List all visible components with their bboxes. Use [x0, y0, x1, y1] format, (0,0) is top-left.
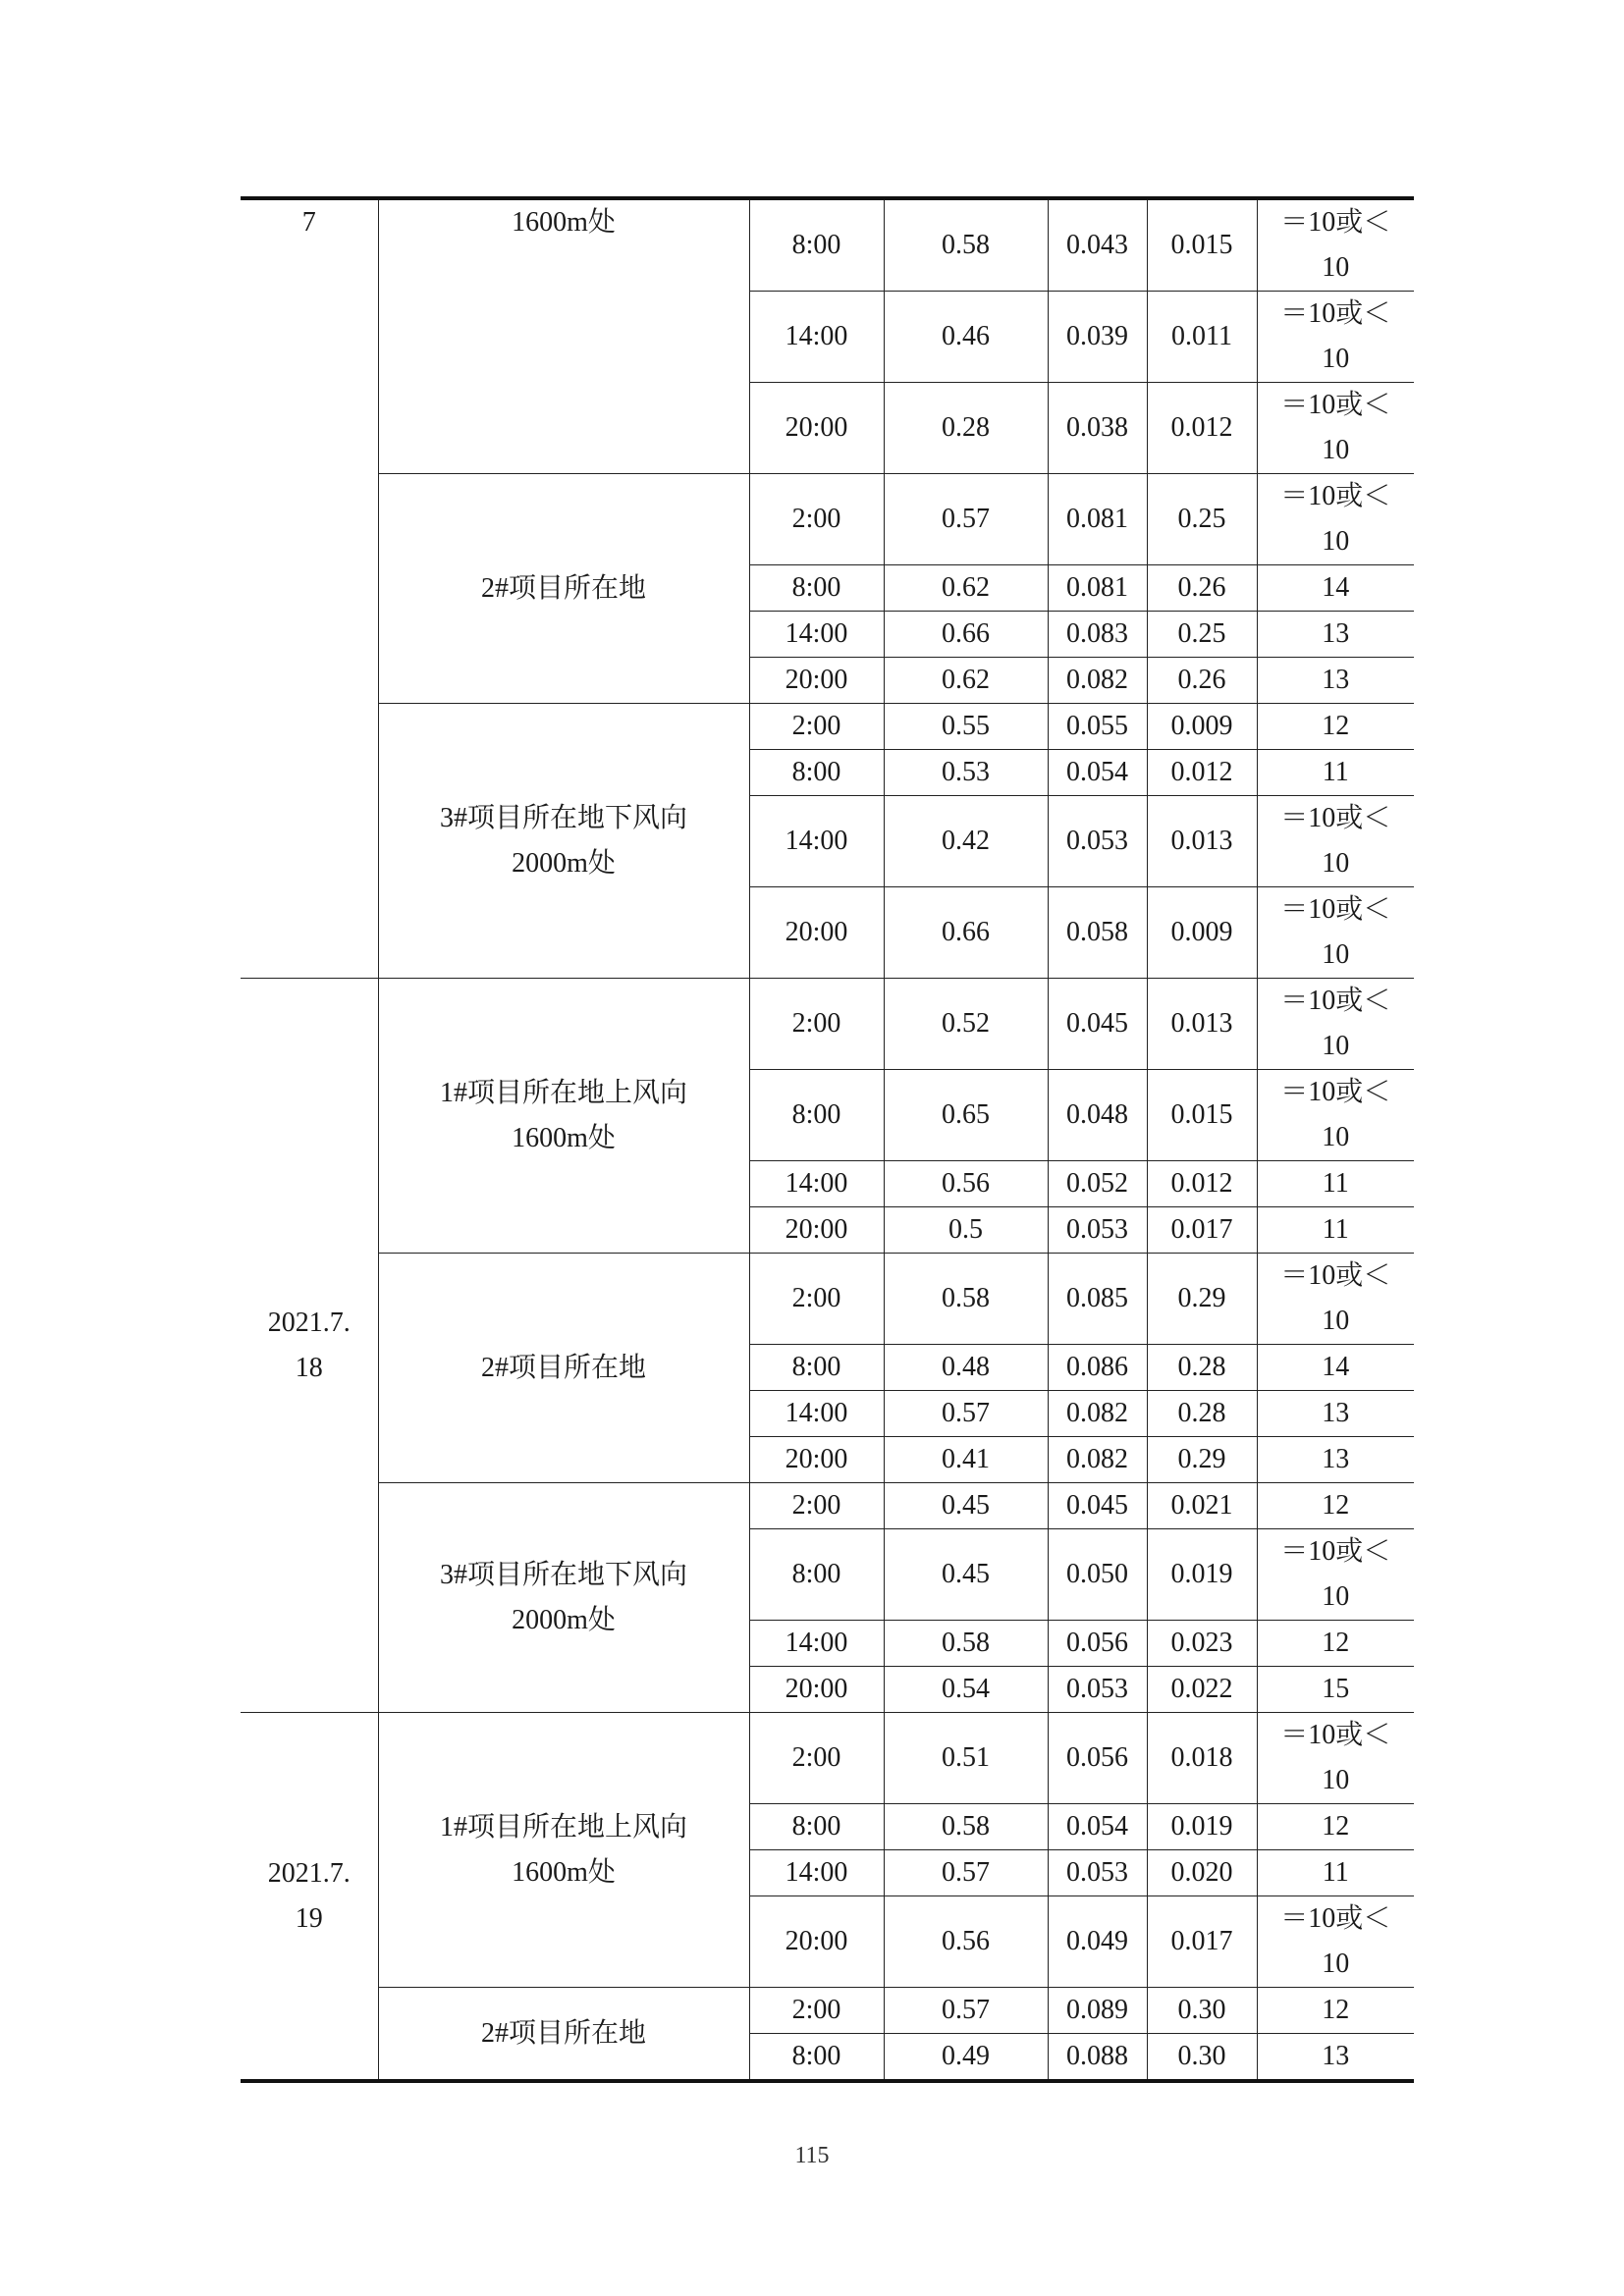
monitoring-data-table — [241, 196, 1414, 2083]
value-cell: 0.25 — [1147, 612, 1257, 658]
time-cell: 8:00 — [749, 750, 884, 796]
value-cell: 13 — [1257, 2034, 1414, 2082]
time-cell: 8:00 — [749, 198, 884, 292]
time-cell: 20:00 — [749, 1896, 884, 1988]
time-cell: 2:00 — [749, 1483, 884, 1529]
value-cell: 0.45 — [884, 1529, 1048, 1621]
value-cell: 0.021 — [1147, 1483, 1257, 1529]
value-cell: ＝10或＜10 — [1257, 1254, 1414, 1345]
value-cell: 0.57 — [884, 1988, 1048, 2034]
value-cell: 0.57 — [884, 1850, 1048, 1896]
value-cell: 0.053 — [1048, 1207, 1147, 1254]
time-cell: 2:00 — [749, 1713, 884, 1804]
value-cell: ＝10或＜10 — [1257, 1529, 1414, 1621]
time-cell: 14:00 — [749, 292, 884, 383]
value-cell: 0.58 — [884, 198, 1048, 292]
time-cell: 20:00 — [749, 1667, 884, 1713]
time-cell: 8:00 — [749, 2034, 884, 2082]
value-cell: 0.038 — [1048, 383, 1147, 474]
value-cell: 0.28 — [1147, 1391, 1257, 1437]
date-cell: 7 — [241, 198, 378, 979]
value-cell: 0.056 — [1048, 1621, 1147, 1667]
value-cell: ＝10或＜10 — [1257, 887, 1414, 979]
value-cell: 0.56 — [884, 1896, 1048, 1988]
time-cell: 14:00 — [749, 1621, 884, 1667]
value-cell: 0.62 — [884, 565, 1048, 612]
table-row — [241, 1254, 1414, 1345]
time-cell: 20:00 — [749, 658, 884, 704]
value-cell: 0.29 — [1147, 1254, 1257, 1345]
time-cell: 14:00 — [749, 612, 884, 658]
location-cell: 1#项目所在地上风向1600m处 — [378, 1713, 749, 1988]
value-cell: 0.039 — [1048, 292, 1147, 383]
value-cell: 0.052 — [1048, 1161, 1147, 1207]
time-cell: 14:00 — [749, 1391, 884, 1437]
time-cell: 8:00 — [749, 1529, 884, 1621]
value-cell: 15 — [1257, 1667, 1414, 1713]
value-cell: 0.45 — [884, 1483, 1048, 1529]
time-cell: 2:00 — [749, 704, 884, 750]
value-cell: 0.46 — [884, 292, 1048, 383]
value-cell: 0.013 — [1147, 979, 1257, 1070]
value-cell: 0.085 — [1048, 1254, 1147, 1345]
value-cell: 0.29 — [1147, 1437, 1257, 1483]
value-cell: 0.012 — [1147, 750, 1257, 796]
value-cell: 0.009 — [1147, 704, 1257, 750]
value-cell: 0.5 — [884, 1207, 1048, 1254]
value-cell: 0.056 — [1048, 1713, 1147, 1804]
location-cell: 2#项目所在地 — [378, 1988, 749, 2082]
value-cell: 0.53 — [884, 750, 1048, 796]
value-cell: 0.020 — [1147, 1850, 1257, 1896]
value-cell: 0.023 — [1147, 1621, 1257, 1667]
value-cell: 0.41 — [884, 1437, 1048, 1483]
value-cell: 13 — [1257, 612, 1414, 658]
value-cell: 0.58 — [884, 1804, 1048, 1850]
value-cell: 0.51 — [884, 1713, 1048, 1804]
value-cell: 11 — [1257, 1850, 1414, 1896]
time-cell: 8:00 — [749, 1070, 884, 1161]
time-cell: 14:00 — [749, 796, 884, 887]
value-cell: 0.013 — [1147, 796, 1257, 887]
value-cell: 12 — [1257, 1621, 1414, 1667]
value-cell: ＝10或＜10 — [1257, 979, 1414, 1070]
location-cell: 1#项目所在地上风向1600m处 — [378, 979, 749, 1254]
value-cell: 0.053 — [1048, 1667, 1147, 1713]
page-number: 115 — [794, 2143, 830, 2168]
value-cell: 0.58 — [884, 1621, 1048, 1667]
value-cell: ＝10或＜10 — [1257, 1896, 1414, 1988]
location-cell: 3#项目所在地下风向2000m处 — [378, 1483, 749, 1713]
value-cell: 12 — [1257, 1804, 1414, 1850]
time-cell: 14:00 — [749, 1850, 884, 1896]
value-cell: 11 — [1257, 1161, 1414, 1207]
value-cell: 0.082 — [1048, 1391, 1147, 1437]
value-cell: 0.26 — [1147, 565, 1257, 612]
location-cell: 1600m处 — [378, 198, 749, 474]
value-cell: 0.62 — [884, 658, 1048, 704]
value-cell: 0.048 — [1048, 1070, 1147, 1161]
time-cell: 2:00 — [749, 474, 884, 565]
value-cell: 0.012 — [1147, 383, 1257, 474]
value-cell: 0.57 — [884, 474, 1048, 565]
time-cell: 14:00 — [749, 1161, 884, 1207]
time-cell: 20:00 — [749, 383, 884, 474]
value-cell: 0.019 — [1147, 1804, 1257, 1850]
value-cell: 0.045 — [1048, 979, 1147, 1070]
value-cell: 0.015 — [1147, 1070, 1257, 1161]
value-cell: 0.48 — [884, 1345, 1048, 1391]
value-cell: 0.017 — [1147, 1896, 1257, 1988]
value-cell: 13 — [1257, 1391, 1414, 1437]
value-cell: 0.017 — [1147, 1207, 1257, 1254]
value-cell: 14 — [1257, 1345, 1414, 1391]
value-cell: 0.082 — [1048, 1437, 1147, 1483]
value-cell: 0.011 — [1147, 292, 1257, 383]
time-cell: 20:00 — [749, 1207, 884, 1254]
value-cell: 0.081 — [1048, 474, 1147, 565]
value-cell: 0.28 — [1147, 1345, 1257, 1391]
value-cell: 12 — [1257, 1988, 1414, 2034]
value-cell: 0.28 — [884, 383, 1048, 474]
value-cell: 12 — [1257, 1483, 1414, 1529]
value-cell: 0.66 — [884, 887, 1048, 979]
value-cell: ＝10或＜10 — [1257, 1070, 1414, 1161]
value-cell: 0.015 — [1147, 198, 1257, 292]
value-cell: 0.009 — [1147, 887, 1257, 979]
table-row — [241, 474, 1414, 565]
value-cell: 0.088 — [1048, 2034, 1147, 2082]
value-cell: 0.012 — [1147, 1161, 1257, 1207]
date-cell: 2021.7.19 — [241, 1713, 378, 2082]
value-cell: 0.082 — [1048, 658, 1147, 704]
table-row — [241, 198, 1414, 292]
value-cell: 0.54 — [884, 1667, 1048, 1713]
value-cell: 11 — [1257, 1207, 1414, 1254]
table-row — [241, 704, 1414, 750]
value-cell: 0.053 — [1048, 1850, 1147, 1896]
value-cell: 0.049 — [1048, 1896, 1147, 1988]
time-cell: 8:00 — [749, 565, 884, 612]
value-cell: ＝10或＜10 — [1257, 292, 1414, 383]
value-cell: 0.57 — [884, 1391, 1048, 1437]
value-cell: ＝10或＜10 — [1257, 383, 1414, 474]
table-row — [241, 1483, 1414, 1529]
value-cell: ＝10或＜10 — [1257, 474, 1414, 565]
location-cell: 3#项目所在地下风向2000m处 — [378, 704, 749, 979]
value-cell: ＝10或＜10 — [1257, 1713, 1414, 1804]
value-cell: 0.058 — [1048, 887, 1147, 979]
value-cell: 0.022 — [1147, 1667, 1257, 1713]
time-cell: 20:00 — [749, 1437, 884, 1483]
value-cell: 0.25 — [1147, 474, 1257, 565]
value-cell: 0.045 — [1048, 1483, 1147, 1529]
value-cell: 12 — [1257, 704, 1414, 750]
value-cell: 0.043 — [1048, 198, 1147, 292]
value-cell: ＝10或＜10 — [1257, 198, 1414, 292]
value-cell: 11 — [1257, 750, 1414, 796]
value-cell: 0.66 — [884, 612, 1048, 658]
value-cell: 0.054 — [1048, 750, 1147, 796]
value-cell: 0.56 — [884, 1161, 1048, 1207]
table-row — [241, 979, 1414, 1070]
table-row — [241, 1713, 1414, 1804]
time-cell: 20:00 — [749, 887, 884, 979]
value-cell: 13 — [1257, 1437, 1414, 1483]
value-cell: 13 — [1257, 658, 1414, 704]
value-cell: 0.26 — [1147, 658, 1257, 704]
value-cell: 0.55 — [884, 704, 1048, 750]
value-cell: 0.083 — [1048, 612, 1147, 658]
location-cell: 2#项目所在地 — [378, 474, 749, 704]
value-cell: 0.42 — [884, 796, 1048, 887]
value-cell: 0.58 — [884, 1254, 1048, 1345]
value-cell: 0.053 — [1048, 796, 1147, 887]
value-cell: 0.081 — [1048, 565, 1147, 612]
time-cell: 8:00 — [749, 1345, 884, 1391]
value-cell: 0.65 — [884, 1070, 1048, 1161]
value-cell: ＝10或＜10 — [1257, 796, 1414, 887]
time-cell: 2:00 — [749, 979, 884, 1070]
time-cell: 2:00 — [749, 1988, 884, 2034]
value-cell: 0.054 — [1048, 1804, 1147, 1850]
value-cell: 0.52 — [884, 979, 1048, 1070]
time-cell: 2:00 — [749, 1254, 884, 1345]
value-cell: 0.055 — [1048, 704, 1147, 750]
value-cell: 0.30 — [1147, 1988, 1257, 2034]
value-cell: 0.30 — [1147, 2034, 1257, 2082]
value-cell: 0.050 — [1048, 1529, 1147, 1621]
value-cell: 0.019 — [1147, 1529, 1257, 1621]
time-cell: 8:00 — [749, 1804, 884, 1850]
table-row — [241, 1988, 1414, 2034]
value-cell: 0.086 — [1048, 1345, 1147, 1391]
location-cell: 2#项目所在地 — [378, 1254, 749, 1483]
value-cell: 0.089 — [1048, 1988, 1147, 2034]
value-cell: 0.49 — [884, 2034, 1048, 2082]
value-cell: 14 — [1257, 565, 1414, 612]
date-cell: 2021.7.18 — [241, 979, 378, 1713]
value-cell: 0.018 — [1147, 1713, 1257, 1804]
